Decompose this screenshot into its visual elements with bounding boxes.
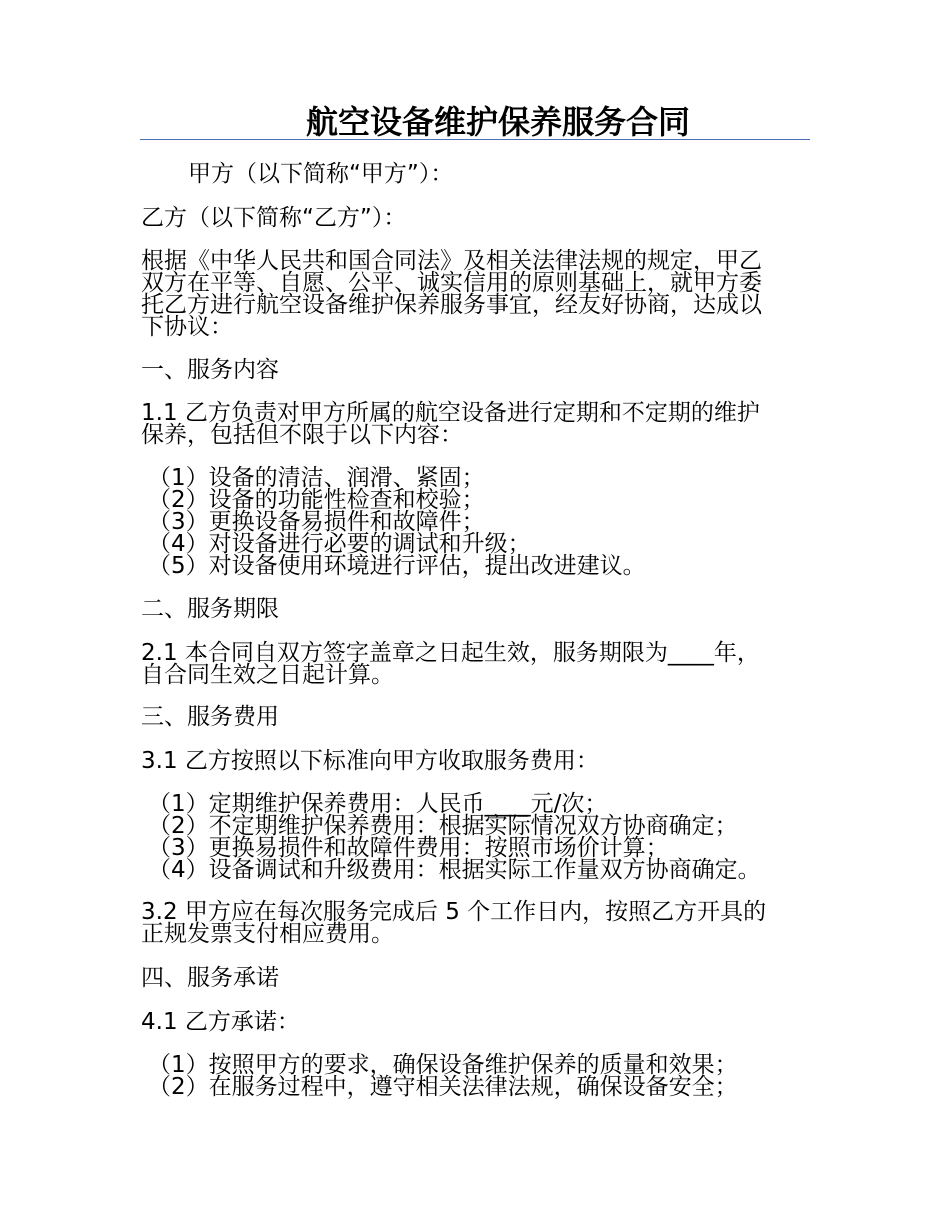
list-item: （2）设备的功能性检查和校验； <box>148 487 485 513</box>
list-item: （2）在服务过程中，遵守相关法律法规，确保设备安全； <box>148 1074 738 1100</box>
list-item: （4）设备调试和升级费用：根据实际工作量双方协商确定。 <box>148 857 761 883</box>
clause-line: 1.1 乙方负责对甲方所属的航空设备进行定期和不定期的维护 <box>141 400 760 426</box>
clause-line: 正规发票支付相应费用。 <box>141 921 394 947</box>
list-item: （1）定期维护保养费用：人民币____元/次； <box>148 791 608 817</box>
clause-1-1 <box>141 402 760 446</box>
clause-3-2 <box>141 901 766 945</box>
commitment-list <box>148 1054 738 1098</box>
list-item: （2）不定期维护保养费用：根据实际情况双方协商确定； <box>148 813 738 839</box>
clause-line: 自合同生效之日起计算。 <box>141 662 394 688</box>
preamble-paragraph <box>141 250 762 338</box>
document-title: 航空设备维护保养服务合同 <box>305 103 690 141</box>
clause-2-1 <box>141 642 760 686</box>
section-heading-4: 四、服务承诺 <box>141 965 279 991</box>
clause-line: 3.2 甲方应在每次服务完成后 5 个工作日内，按照乙方开具的 <box>141 899 767 925</box>
section-heading-1: 一、服务内容 <box>141 357 279 383</box>
preamble-line: 下协议： <box>141 314 233 340</box>
clause-3-1: 3.1 乙方按照以下标准向甲方收取服务费用： <box>141 748 599 774</box>
clause-line: 保养，包括但不限于以下内容： <box>141 422 463 448</box>
preamble-line: 根据《中华人民共和国合同法》及相关法律法规的规定，甲乙 <box>141 248 762 274</box>
list-item: （3）更换设备易损件和故障件； <box>148 509 485 535</box>
section-heading-3: 三、服务费用 <box>141 704 279 730</box>
list-item: （3）更换易损件和故障件费用：按照市场价计算； <box>148 835 669 861</box>
party-a-line: 甲方（以下简称“甲方”）： <box>188 161 454 187</box>
list-item: （1）按照甲方的要求，确保设备维护保养的质量和效果； <box>148 1052 738 1078</box>
list-item: （4）对设备进行必要的调试和升级； <box>148 531 531 557</box>
title-underline <box>140 139 810 140</box>
clause-line: 2.1 本合同自双方签字盖章之日起生效，服务期限为____年， <box>141 640 760 666</box>
list-item: （5）对设备使用环境进行评估，提出改进建议。 <box>148 553 646 579</box>
party-b-line: 乙方（以下简称“乙方”）： <box>141 205 407 231</box>
service-content-list <box>148 467 646 577</box>
preamble-line: 双方在平等、自愿、公平、诚实信用的原则基础上，就甲方委 <box>141 270 762 296</box>
preamble-line: 托乙方进行航空设备维护保养服务事宜，经友好协商，达成以 <box>141 292 762 318</box>
list-item: （1）设备的清洁、润滑、紧固； <box>148 465 485 491</box>
fee-list <box>148 793 761 881</box>
clause-4-1: 4.1 乙方承诺： <box>141 1009 300 1035</box>
section-heading-2: 二、服务期限 <box>141 596 279 622</box>
